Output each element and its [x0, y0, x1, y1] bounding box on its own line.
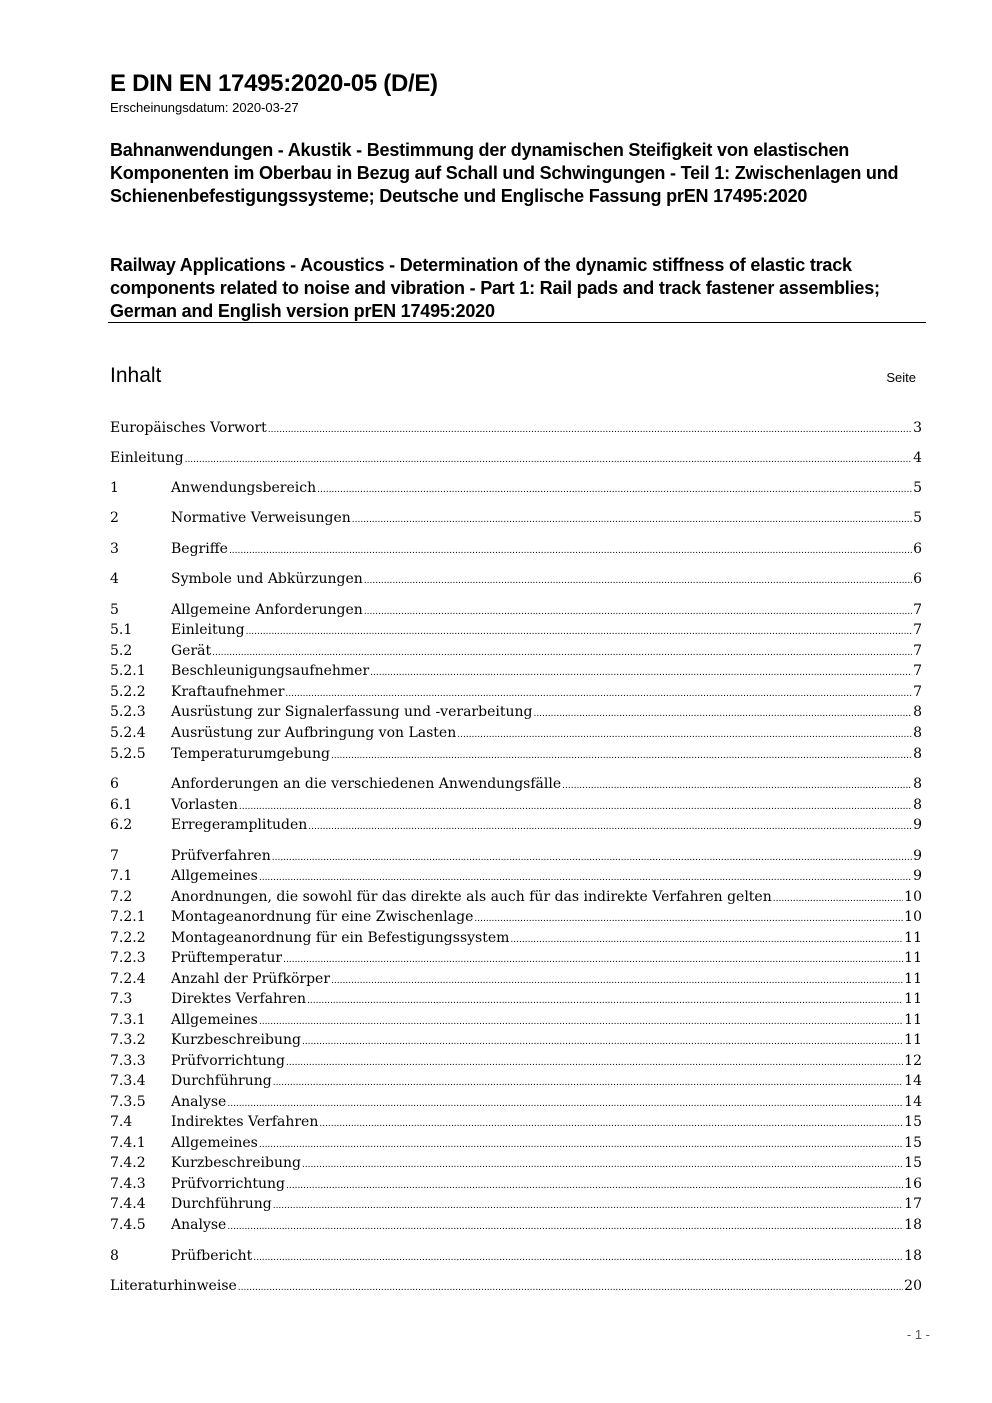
toc-entry-title: Symbole und Abkürzungen [171, 571, 363, 587]
toc-entry-page: 7 [913, 622, 922, 638]
toc-entry-title: Anwendungsbereich [171, 480, 317, 496]
toc-entry-number: 6.2 [110, 817, 133, 833]
toc-dot-leader [185, 450, 913, 466]
toc-entry [110, 889, 922, 909]
toc-entry [110, 991, 922, 1011]
toc-dot-leader [302, 1155, 903, 1171]
toc-entry [110, 868, 922, 888]
toc-entry-page: 18 [904, 1248, 922, 1264]
toc-entry [110, 450, 922, 470]
toc-dot-leader [562, 776, 912, 792]
toc-entry-number: 5.2.4 [110, 725, 146, 741]
toc-page-column-label: Seite [886, 370, 916, 385]
toc-entry-title: Prüfverfahren [171, 848, 271, 864]
toc-entry-title: Allgemeines [171, 1012, 258, 1028]
toc-entry [110, 541, 922, 561]
toc-dot-leader [239, 797, 912, 813]
toc-entry-page: 11 [904, 991, 922, 1007]
toc-entry-title: Ausrüstung zur Signalerfassung und -verarbeitung [171, 704, 533, 720]
toc-dot-leader [229, 541, 912, 557]
toc-entry [110, 420, 922, 440]
toc-dot-leader [259, 1135, 903, 1151]
toc-entry-title: Durchführung [171, 1073, 272, 1089]
title-english: Railway Applications - Acoustics - Determination of the dynamic stiffness of elastic track components related to noise and vibration - Part 1: Rail pads and track fastener assemblies; German and English version prEN 17495:2020 [110, 255, 880, 321]
toc-entry-title: Prüfbericht [171, 1248, 253, 1264]
toc-dot-leader [227, 1094, 903, 1110]
toc-dot-leader [773, 889, 903, 905]
toc-entry [110, 602, 922, 622]
toc-entry [110, 1135, 922, 1155]
toc-entry-page: 11 [904, 1012, 922, 1028]
toc-entry-number: 7.4.2 [110, 1155, 146, 1171]
publication-date: Erscheinungsdatum: 2020-03-27 [110, 100, 299, 115]
toc-entry-number: 5 [110, 602, 119, 618]
toc-entry-page: 8 [913, 776, 922, 792]
toc-entry-number: 7.4 [110, 1114, 133, 1130]
toc-entry-page: 3 [913, 420, 922, 436]
toc-entry-page: 15 [904, 1135, 922, 1151]
toc-entry-number: 7.3.3 [110, 1053, 146, 1069]
toc-entry [110, 1248, 922, 1268]
toc-entry-page: 11 [904, 930, 922, 946]
toc-entry-title: Indirektes Verfahren [171, 1114, 319, 1130]
toc-dot-leader [307, 991, 903, 1007]
toc-dot-leader [457, 725, 912, 741]
toc-dot-leader [474, 909, 903, 925]
toc-dot-leader [238, 1278, 903, 1294]
toc-entry-number: 5.2 [110, 643, 133, 659]
toc-dot-leader [286, 1176, 903, 1192]
toc-entry [110, 1278, 922, 1298]
document-title: E DIN EN 17495:2020-05 (D/E) [110, 70, 438, 97]
toc-entry-title: Prüfvorrichtung [171, 1053, 285, 1069]
toc-entry-title: Allgemeine Anforderungen [171, 602, 363, 618]
toc-entry-page: 15 [904, 1155, 922, 1171]
toc-entry [110, 848, 922, 868]
toc-dot-leader [317, 480, 912, 496]
toc-entry-number: 7.4.4 [110, 1196, 146, 1212]
toc-entry-page: 9 [913, 817, 922, 833]
toc-entry-page: 7 [913, 602, 922, 618]
toc-entry-page: 7 [913, 663, 922, 679]
toc-entry [110, 930, 922, 950]
toc-entry-number: 7.2 [110, 889, 133, 905]
toc-dot-leader [533, 704, 912, 720]
toc-entry-page: 17 [904, 1196, 922, 1212]
toc-entry-number: 7.4.5 [110, 1217, 146, 1233]
toc-dot-leader [308, 817, 912, 833]
toc-entry-title: Analyse [171, 1094, 227, 1110]
toc-entry [110, 1094, 922, 1114]
toc-entry [110, 480, 922, 500]
toc-dot-leader [510, 930, 903, 946]
toc-entry-number: 7.3.1 [110, 1012, 146, 1028]
toc-entry-number: 7.2.1 [110, 909, 146, 925]
toc-entry-number: 1 [110, 480, 119, 496]
toc-entry-page: 6 [913, 541, 922, 557]
toc-entry-number: 7.4.3 [110, 1176, 146, 1192]
toc-entry [110, 1217, 922, 1237]
toc-entry-number: 7.3 [110, 991, 133, 1007]
toc-entry-title: Literaturhinweise [110, 1278, 237, 1294]
toc-entry [110, 1012, 922, 1032]
toc-dot-leader [364, 571, 912, 587]
toc-dot-leader [246, 622, 913, 638]
toc-entry-number: 7.1 [110, 868, 133, 884]
toc-entry-title: Montageanordnung für ein Befestigungssystem [171, 930, 510, 946]
toc-entry-page: 14 [904, 1073, 922, 1089]
toc-entry [110, 704, 922, 724]
toc-entry-title: Direktes Verfahren [171, 991, 307, 1007]
toc-entry-title: Normative Verweisungen [171, 510, 351, 526]
toc-dot-leader [331, 746, 912, 762]
toc-entry-title: Einleitung [110, 450, 184, 466]
toc-entry-number: 7 [110, 848, 119, 864]
toc-entry-page: 15 [904, 1114, 922, 1130]
toc-entry-number: 5.1 [110, 622, 133, 638]
toc-entry-title: Temperaturumgebung [171, 746, 330, 762]
toc-entry [110, 971, 922, 991]
toc-entry [110, 1155, 922, 1175]
toc-dot-leader [273, 1073, 903, 1089]
toc-entry [110, 1114, 922, 1134]
toc-entry-title: Analyse [171, 1217, 227, 1233]
toc-entry-page: 8 [913, 725, 922, 741]
toc-entry-page: 18 [904, 1217, 922, 1233]
toc-entry-number: 6 [110, 776, 119, 792]
toc-heading: Inhalt [110, 364, 162, 387]
toc-entry [110, 950, 922, 970]
toc-entry-title: Kraftaufnehmer [171, 684, 285, 700]
toc-entry [110, 622, 922, 642]
toc-entry-number: 2 [110, 510, 119, 526]
toc-dot-leader [352, 510, 912, 526]
toc-entry-number: 7.3.4 [110, 1073, 146, 1089]
toc-dot-leader [319, 1114, 903, 1130]
toc-entry-page: 10 [904, 889, 922, 905]
toc-entry-page: 9 [913, 848, 922, 864]
title-divider [108, 322, 926, 323]
toc-entry-page: 8 [913, 704, 922, 720]
toc-entry-title: Vorlasten [171, 797, 238, 813]
toc-entry [110, 684, 922, 704]
toc-entry-title: Prüfvorrichtung [171, 1176, 285, 1192]
toc-dot-leader [259, 1012, 903, 1028]
toc-entry [110, 1176, 922, 1196]
toc-entry [110, 725, 922, 745]
toc-entry-number: 5.2.2 [110, 684, 146, 700]
toc-entry-number: 8 [110, 1248, 119, 1264]
toc-entry-page: 8 [913, 746, 922, 762]
toc-dot-leader [212, 643, 912, 659]
toc-entry-number: 3 [110, 541, 119, 557]
toc-entry-title: Erregeramplituden [171, 817, 308, 833]
toc-entry-title: Kurzbeschreibung [171, 1032, 301, 1048]
toc-entry-page: 7 [913, 684, 922, 700]
toc-entry-title: Anzahl der Prüfkörper [171, 971, 331, 987]
toc-entry-number: 5.2.3 [110, 704, 146, 720]
toc-dot-leader [283, 950, 903, 966]
toc-entry-title: Europäisches Vorwort [110, 420, 267, 436]
toc-dot-leader [286, 1053, 903, 1069]
toc-entry-title: Gerät [171, 643, 212, 659]
toc-entry [110, 571, 922, 591]
toc-entry-page: 5 [913, 510, 922, 526]
toc-entry-title: Montageanordnung für eine Zwischenlage [171, 909, 474, 925]
toc-entry-title: Durchführung [171, 1196, 272, 1212]
toc-entry [110, 909, 922, 929]
toc-dot-leader [253, 1248, 903, 1264]
toc-entry [110, 776, 922, 796]
toc-entry [110, 1196, 922, 1216]
toc-entry-title: Einleitung [171, 622, 245, 638]
toc-dot-leader [285, 684, 912, 700]
toc-entry [110, 797, 922, 817]
toc-entry-page: 4 [913, 450, 922, 466]
toc-dot-leader [331, 971, 903, 987]
toc-entry-page: 16 [904, 1176, 922, 1192]
toc-entry-number: 5.2.5 [110, 746, 146, 762]
toc-entry-page: 12 [904, 1053, 922, 1069]
toc-entry-number: 7.4.1 [110, 1135, 146, 1151]
toc-entry-number: 7.2.4 [110, 971, 146, 987]
toc-entry-page: 8 [913, 797, 922, 813]
toc-entry-number: 7.3.2 [110, 1032, 146, 1048]
toc-entry-title: Beschleunigungsaufnehmer [171, 663, 370, 679]
toc-dot-leader [272, 848, 912, 864]
toc-dot-leader [268, 420, 912, 436]
toc-dot-leader [370, 663, 912, 679]
toc-entry-number: 7.2.3 [110, 950, 146, 966]
toc-entry-number: 4 [110, 571, 119, 587]
toc-dot-leader [273, 1196, 903, 1212]
toc-entry-title: Allgemeines [171, 868, 258, 884]
page-number: - 1 - [906, 1327, 930, 1342]
toc-entry-number: 6.1 [110, 797, 133, 813]
toc-entry [110, 1032, 922, 1052]
toc-entry [110, 746, 922, 766]
toc-entry-page: 10 [904, 909, 922, 925]
toc-entry-number: 5.2.1 [110, 663, 146, 679]
toc-entry-title: Anforderungen an die verschiedenen Anwendungsfälle [171, 776, 562, 792]
toc-entry-number: 7.2.2 [110, 930, 146, 946]
toc-entry-page: 7 [913, 643, 922, 659]
toc-entry-title: Ausrüstung zur Aufbringung von Lasten [171, 725, 457, 741]
toc-dot-leader [364, 602, 912, 618]
toc-entry-page: 9 [913, 868, 922, 884]
toc-dot-leader [227, 1217, 903, 1233]
toc-entry [110, 663, 922, 683]
toc-entry-page: 11 [904, 971, 922, 987]
toc-entry-page: 11 [904, 1032, 922, 1048]
toc-entry [110, 1073, 922, 1093]
toc-dot-leader [302, 1032, 903, 1048]
toc-entry-page: 14 [904, 1094, 922, 1110]
toc-entry-title: Prüftemperatur [171, 950, 283, 966]
toc-entry [110, 510, 922, 530]
toc-dot-leader [259, 868, 912, 884]
toc-entry-page: 6 [913, 571, 922, 587]
toc-entry-title: Anordnungen, die sowohl für das direkte als auch für das indirekte Verfahren gelten [171, 889, 772, 905]
toc-entry-title: Allgemeines [171, 1135, 258, 1151]
toc-entry-title: Begriffe [171, 541, 228, 557]
toc-entry-page: 20 [904, 1278, 922, 1294]
toc-entry [110, 817, 922, 837]
toc-entry-number: 7.3.5 [110, 1094, 146, 1110]
toc-entry [110, 1053, 922, 1073]
toc-entry-title: Kurzbeschreibung [171, 1155, 301, 1171]
toc-entry-page: 11 [904, 950, 922, 966]
title-german: Bahnanwendungen - Akustik - Bestimmung der dynamischen Steifigkeit von elastischen Komponenten im Oberbau in Bezug auf Schall und Schwingungen - Teil 1: Zwischenlagen und Schienenbefestigungssysteme; Deutsche und Englische Fassung prEN 17495:2020 [110, 140, 899, 206]
toc-entry-page: 5 [913, 480, 922, 496]
toc-entry [110, 643, 922, 663]
